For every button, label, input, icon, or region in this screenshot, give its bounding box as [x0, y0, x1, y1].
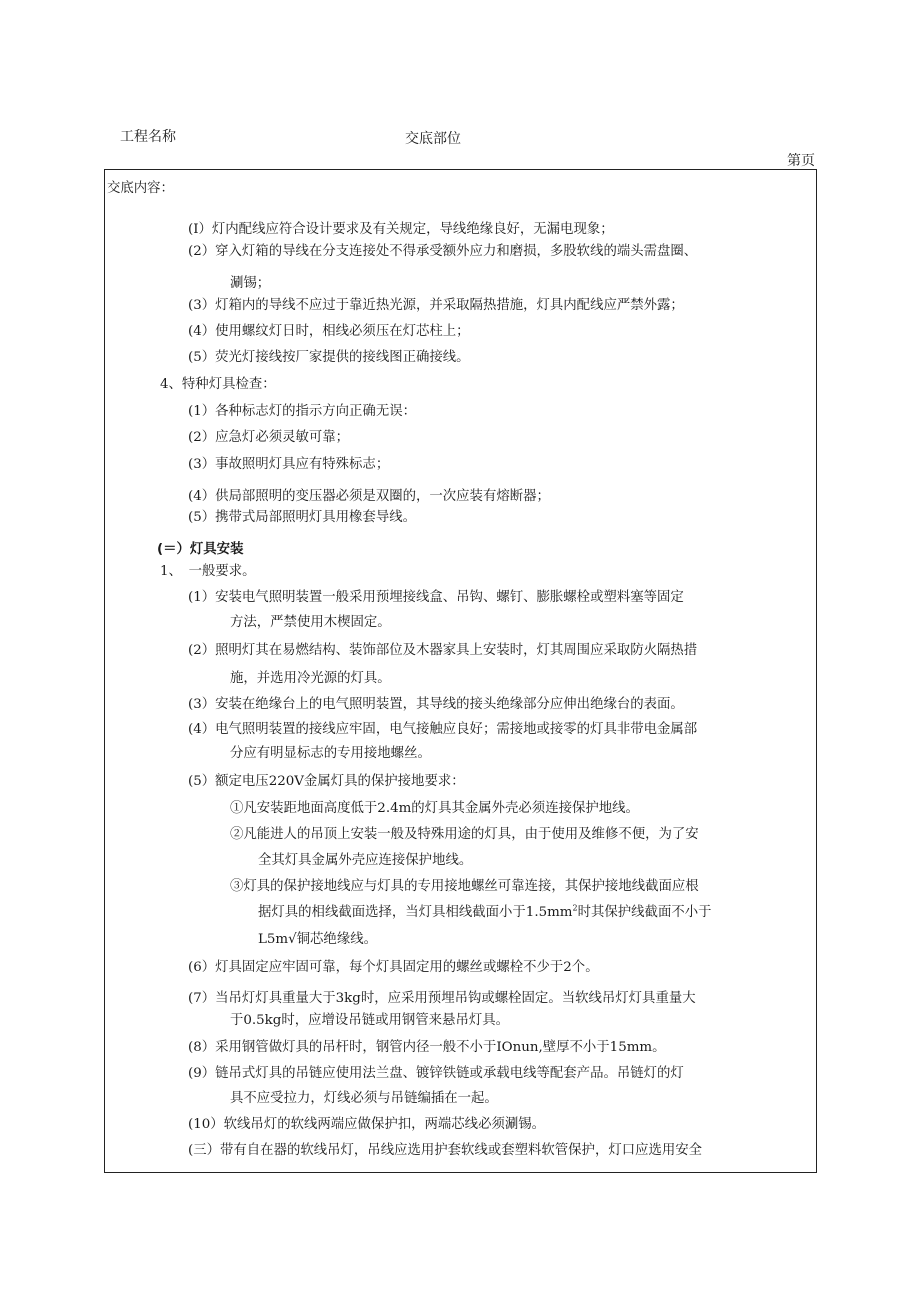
page-number-label: 第页: [787, 153, 815, 169]
text-line: (I）灯内配线应符合设计要求及有关规定，导线绝缘良好，无漏电现象；: [188, 222, 614, 237]
text-line: (5）荧光灯接线按厂家提供的接线图正确接线。: [188, 350, 470, 365]
text-line: (1）各种标志灯的指示方向正确无误：: [188, 404, 416, 419]
text-line: (3）灯箱内的导线不应过于靠近热光源，并采取隔热措施，灯具内配线应严禁外露；: [188, 298, 684, 313]
text-line: 全其灯具金属外壳应连接保护地线。: [258, 853, 473, 868]
text-line: (2）穿入灯箱的导线在分支连接处不得承受额外应力和磨损，多股软线的端头需盘圈、: [188, 244, 698, 259]
text-line: (5）额定电压220V金属灯具的保护接地要求：: [188, 774, 465, 789]
text-line: 涮锡；: [230, 276, 271, 291]
text-line: (6）灯具固定应牢固可靠，每个灯具固定用的螺丝或螺栓不少于2个。: [188, 960, 599, 975]
text-line: 施，并选用冷光源的灯具。: [230, 671, 391, 686]
text-line: 方法，严禁使用木楔固定。: [230, 615, 391, 630]
text-line: (2）照明灯其在易燃结构、装饰部位及木器家具上安装时，灯其周围应采取防火隔热措: [188, 643, 698, 658]
section-label: 交底部位: [405, 131, 461, 147]
text-line: (8）采用钢管做灯具的吊杆时，钢管内径一般不小于IOnun,壁厚不小于15mm。: [188, 1040, 666, 1055]
text-line: 具不应受拉力，灯线必须与吊链编插在一起。: [230, 1091, 498, 1106]
text-line: (9）链吊式灯具的吊链应使用法兰盘、镀锌铁链或承载电线等配套产品。吊链灯的灯: [188, 1066, 684, 1081]
content-title: 交底内容：: [107, 181, 174, 196]
text-line: 分应有明显标志的专用接地螺丝。: [230, 746, 431, 761]
text-line: 于0.5kg时，应增设吊链或用钢管来悬吊灯具。: [230, 1013, 510, 1028]
text-line: (2）应急灯必须灵敏可靠；: [188, 430, 350, 445]
text-line: (三）带有自在器的软线吊灯，吊线应选用护套软线或套塑料软管保护，灯口应选用安全: [188, 1143, 703, 1158]
text-line: L5m√铜芯绝缘线。: [258, 932, 377, 947]
text-line: (4）使用螺纹灯日时，相线必须压在灯芯柱上；: [188, 324, 470, 339]
text-line: (5）携带式局部照明灯具用橡套导线。: [188, 510, 416, 525]
text-line: ③灯具的保护接地线应与灯具的专用接地螺丝可靠连接，其保护接地线截面应根: [230, 879, 699, 894]
text-line: (10）软线吊灯的软线两端应做保护扣，两端芯线必须涮锡。: [188, 1117, 546, 1132]
text-line: (3）安装在绝缘台上的电气照明装置，其导线的接头绝缘部分应伸出绝缘台的表面。: [188, 697, 684, 712]
text-line: ①凡安装距地面高度低于2.4m的灯具其金属外壳必须连接保护地线。: [230, 801, 639, 816]
text-line: 据灯具的相线截面选择，当灯具相线截面小于$1.5mm^2$时其保护线截面不小于: [258, 903, 712, 920]
text-line: (4）电气照明装置的接线应牢固，电气接触应良好；需接地或接零的灯具非带电金属部: [188, 722, 698, 737]
text-line: (3）事故照明灯具应有特殊标志；: [188, 457, 390, 472]
project-name-label: 工程名称: [120, 129, 176, 145]
text-line: 4、特种灯具检查：: [160, 377, 276, 392]
section-heading: (＝）灯具安装: [157, 542, 244, 557]
text-line: 1、 一般要求。: [160, 564, 256, 579]
text-line: (7）当吊灯灯具重量大于3kg时，应采用预埋吊钩或螺栓固定。当软线吊灯灯具重量大: [188, 991, 696, 1006]
text-line: (4）供局部照明的变压器必须是双圈的，一次应装有熔断器；: [188, 489, 550, 504]
text-line: ②凡能进人的吊顶上安装一般及特殊用途的灯具，由于使用及维修不便，为了安: [230, 827, 699, 842]
text-line: (1）安装电气照明装置一般采用预埋接线盒、吊钩、螺钉、膨胀螺栓或塑料塞等固定: [188, 590, 684, 605]
